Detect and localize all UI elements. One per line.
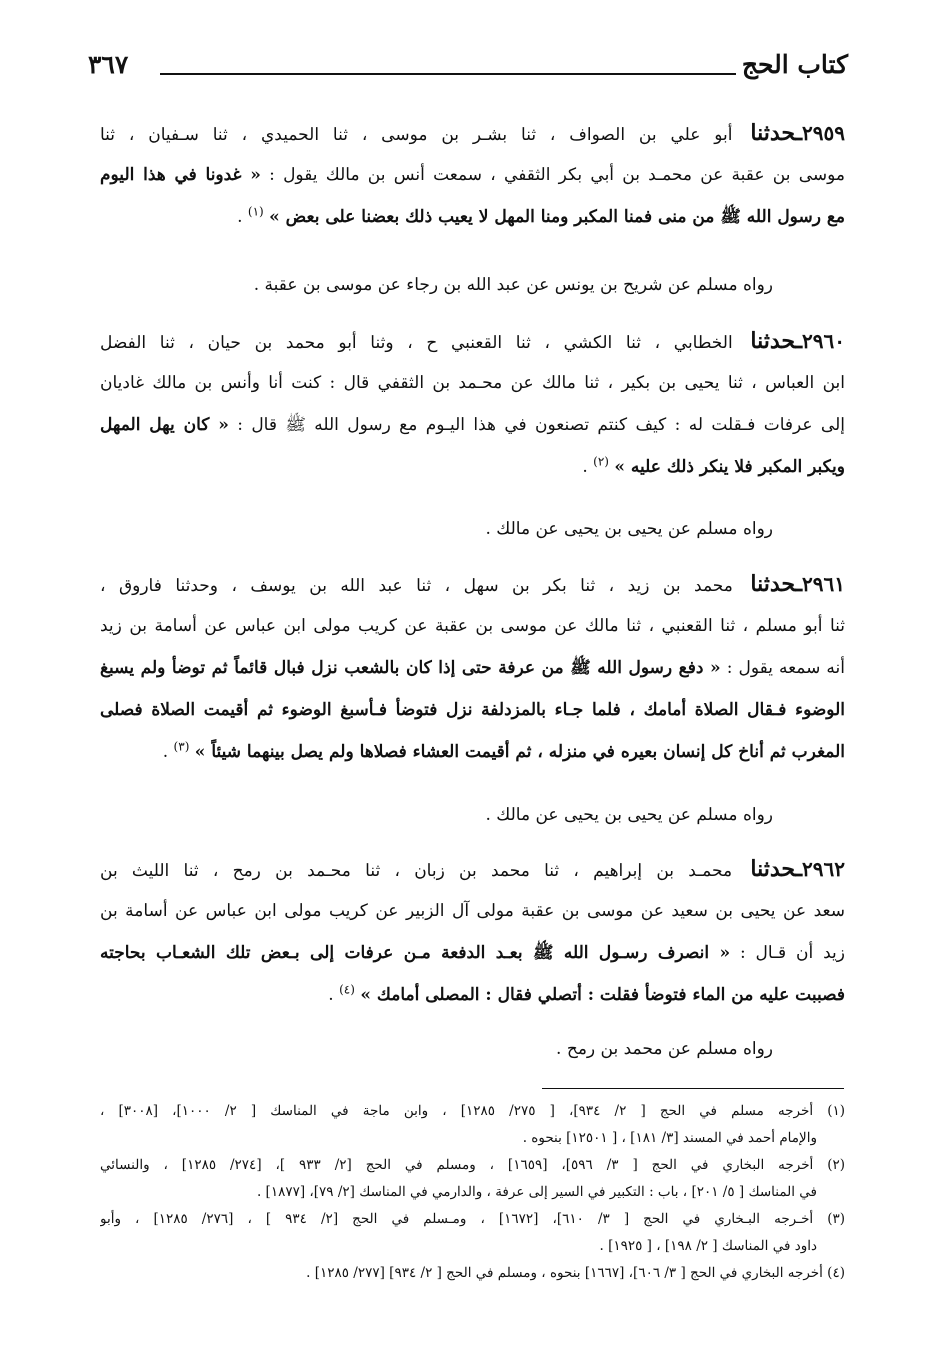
footnote-ref[interactable]: (٢) bbox=[593, 454, 609, 469]
footnote-ref[interactable]: (٣) bbox=[173, 739, 190, 754]
isnad-text: سعد عن يحيى بن سعيد عن موسى بن عقبة مولى آل الزبير عن كريب مولى ابن عباس عن أسامة بن bbox=[100, 901, 845, 921]
isnad-text: ابن العباس ، ثنا يحيى بن بكير ، ثنا مالك عن محـمد بن الثقفي قال : كنت أنا وأنس بن مالك غاديان bbox=[100, 373, 845, 393]
haddathana-keyword: ـحدثنا bbox=[750, 328, 803, 354]
narration-2960 bbox=[100, 508, 845, 550]
narration-2959 bbox=[100, 264, 845, 306]
footnote-line: (٣) أخـرجه البـخاري في الحج [ ٣/ ٦١٠]، [١٦٧٢] ، ومـسلم في الحج [٢/ ٩٣٤ ] ، [٢٧٦/ ١٢٨٥] ، وأبو bbox=[100, 1211, 845, 1227]
punctuation: . bbox=[328, 985, 340, 1005]
footnote-ref[interactable]: (٤) bbox=[339, 982, 355, 997]
isnad-text: إلى عرفات فـقلت له : كيف كنتم تصنعون في هذا اليـوم مع رسول الله ﷺ قال : bbox=[237, 415, 845, 435]
punctuation: . bbox=[582, 457, 594, 477]
hadith-line bbox=[100, 404, 845, 446]
matn-text: « انصرف رسـول الله ﷺ بعـد الدفعة مـن عرفات إلى بـعض تلك الشعـاب بحاجته bbox=[100, 943, 731, 963]
isnad-text: زيد أن قـال : bbox=[739, 943, 845, 963]
hadith-number: ٢٩٦٠ bbox=[802, 329, 845, 353]
punctuation: . bbox=[237, 207, 248, 227]
isnad-text: محمد بن زيد ، ثنا بكر بن سهل ، ثنا عبد الله بن يوسف ، وحدثنا فاروق ، bbox=[100, 576, 733, 596]
header-rule bbox=[160, 73, 736, 75]
haddathana-keyword: ـحدثنا bbox=[750, 571, 803, 597]
footnote-4 bbox=[100, 1260, 845, 1287]
footnote-2 bbox=[100, 1152, 845, 1206]
hadith-line bbox=[100, 112, 845, 154]
matn-text: الوضوء فـقال الصلاة أمامك ، فلما جـاء بالمزدلفة نزل فتوضأ فـأسبغ الوضوء ثم أقيمت الصلاة فصلى bbox=[100, 700, 845, 720]
narration-line: رواه مسلم عن يحيى بن يحيى عن مالك . bbox=[485, 519, 773, 539]
hadith-number: ٢٩٥٩ bbox=[802, 121, 845, 145]
hadith-number: ٢٩٦٢ bbox=[802, 857, 845, 881]
matn-text: مع رسول الله ﷺ من منى فمنا المكبر ومنا المهل لا يعيب ذلك بعضنا على بعض » bbox=[269, 207, 845, 227]
isnad-text: أبو علي بن الصواف ، ثنا بشـر بن موسى ، ثنا الحميدي ، ثنا سـفيان ، ثنا bbox=[100, 125, 733, 145]
hadith-line bbox=[100, 731, 845, 773]
narration-line: رواه مسلم عن يحيى بن يحيى عن مالك . bbox=[485, 805, 773, 825]
isnad-text: أنه سمعه يقول : bbox=[726, 658, 845, 678]
hadith-number: ٢٩٦١ bbox=[802, 572, 845, 596]
hadith-line bbox=[100, 446, 845, 488]
haddathana-keyword: ـحدثنا bbox=[750, 856, 803, 882]
footnotes bbox=[100, 1098, 845, 1287]
hadith-line bbox=[100, 647, 845, 689]
footnote-separator bbox=[542, 1088, 844, 1089]
hadith-2960 bbox=[100, 320, 845, 488]
punctuation: . bbox=[162, 742, 174, 762]
matn-text: المغرب ثم أناخ كل إنسان بعيره في منزله ، ثم أقيمت العشاء فصلاها ولم يصل بينهما شيئاً » bbox=[194, 742, 845, 762]
footnote-ref[interactable]: (١) bbox=[247, 204, 264, 219]
hadith-line bbox=[100, 320, 845, 362]
narration-line: رواه مسلم عن شريح بن يونس عن عبد الله بن رجاء عن موسى بن عقبة . bbox=[253, 275, 773, 295]
hadith-2961 bbox=[100, 563, 845, 773]
narration-line: رواه مسلم عن محمد بن رمح . bbox=[556, 1039, 773, 1059]
running-header bbox=[88, 50, 848, 90]
narration-2961 bbox=[100, 794, 845, 836]
footnote-line: في المناسك [ ٥/ ٢٠١] ، باب : التكبير في السير إلى عرفة ، والدارمي في المناسك [٢/ ٧٩]، [١٨٧٧] . bbox=[256, 1184, 817, 1200]
hadith-2962 bbox=[100, 848, 845, 1016]
hadith-line bbox=[100, 932, 845, 974]
hadith-line bbox=[100, 196, 845, 238]
matn-text: فصببت عليه من الماء فتوضأ فقلت : أتصلي فقال : المصلى أمامك » bbox=[360, 985, 845, 1005]
matn-text: « دفع رسول الله ﷺ من عرفة حتى إذا كان بالشعب نزل فبال قائماً ثم توضأ ولم يسبغ bbox=[100, 658, 721, 678]
footnote-line: (٢) أخرجه البخاري في الحج [ ٣/ ٥٩٦]، [١٦٥٩] ، ومسلم في الحج [٢/ ٩٣٣ ]، [٢٧٤/ ١٢٨٥] ، والنسائي bbox=[100, 1157, 845, 1173]
footnote-line: (١) أخرجه مسلم في الحج [ ٢/ ٩٣٤]، [ ٢٧٥/ ١٢٨٥] ، وابن ماجة في المناسك [ ٢/ ١٠٠٠]، [٣٠٠٨] ، bbox=[100, 1103, 845, 1119]
hadith-line bbox=[100, 154, 845, 196]
matn-text: « كان يهل المهل bbox=[100, 415, 229, 435]
chapter-title: كتاب الحج bbox=[741, 50, 848, 79]
isnad-text: محمـد بن إبراهيم ، ثنا محمد بن زبان ، ثنا محـمد بن رمح ، ثنا الليث بن bbox=[100, 861, 733, 881]
hadith-line bbox=[100, 974, 845, 1016]
hadith-line bbox=[100, 848, 845, 890]
footnote-1 bbox=[100, 1098, 845, 1152]
page-number: ٣٦٧ bbox=[88, 50, 129, 79]
hadith-line bbox=[100, 689, 845, 731]
isnad-text: موسى بن عقبة عن محمـد بن أبي بكر الثقفي ، سمعت أنس بن مالك يقول : bbox=[269, 165, 845, 185]
isnad-text: ثنا أبو مسلم ، ثنا القعنبي ، ثنا مالك عن موسى بن عقبة عن كريب مولى ابن عباس عن أسامة بن زيد bbox=[100, 616, 845, 636]
matn-text: ويكبر المكبر فلا ينكر ذلك عليه » bbox=[614, 457, 845, 477]
footnote-line: (٤) أخرجه البخاري في الحج [ ٣/ ٦٠٦]، [١٦٦٧] بنحوه ، ومسلم في الحج [ ٢/ ٩٣٤] [٢٧٧/ ١٢٨٥] . bbox=[306, 1265, 845, 1281]
hadith-line bbox=[100, 362, 845, 404]
footnote-line: داود في المناسك [ ٢/ ١٩٨] ، [ ١٩٢٥] . bbox=[599, 1238, 817, 1254]
hadith-2959 bbox=[100, 112, 845, 238]
isnad-text: الخطابي ، ثنا الكشي ، ثنا القعنبي ح ، وثنا أبو محمد بن حيان ، ثنا الفضل bbox=[100, 333, 733, 353]
hadith-line bbox=[100, 563, 845, 605]
footnote-line: والإمام أحمد في المسند [٣/ ١٨١] ، [ ١٢٥٠١] بنحوه . bbox=[522, 1130, 817, 1146]
narration-2962 bbox=[100, 1028, 845, 1070]
footnote-3 bbox=[100, 1206, 845, 1260]
hadith-line bbox=[100, 890, 845, 932]
matn-text: « غدونا في هذا اليوم bbox=[100, 165, 261, 185]
haddathana-keyword: ـحدثنا bbox=[750, 120, 803, 146]
hadith-line bbox=[100, 605, 845, 647]
